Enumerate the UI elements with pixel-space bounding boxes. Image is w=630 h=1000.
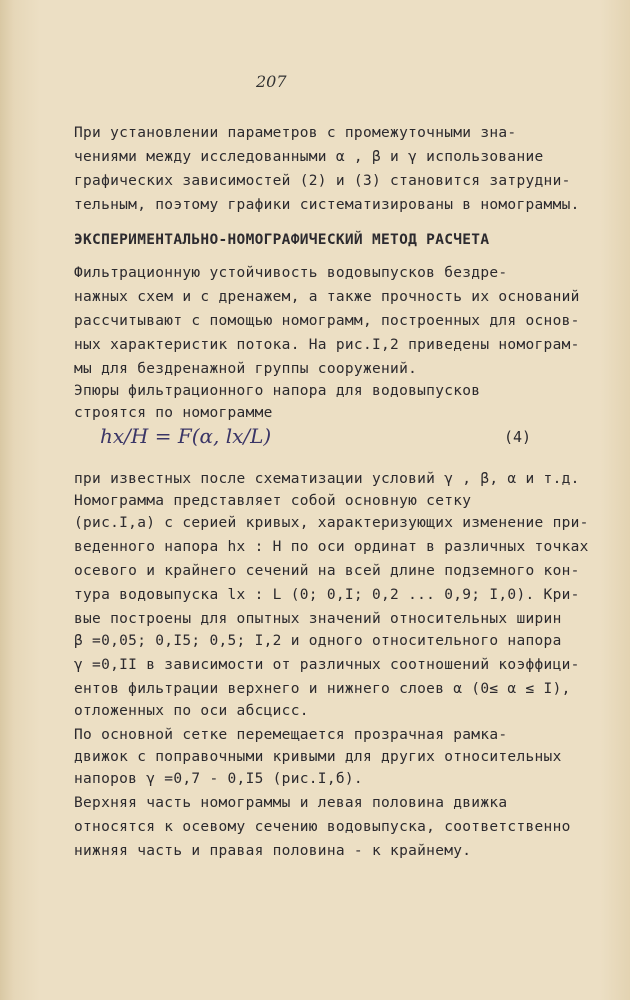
text-line: чениями между исследованными α , β и γ использование <box>74 149 544 165</box>
text-line: вые построены для опытных значений относительных ширин <box>74 611 562 627</box>
text-line: тура водовыпуска lx : L (0; 0,I; 0,2 ... 0,9; I,0). Кри- <box>74 587 580 603</box>
text-line: мы для бездренажной группы сооружений. <box>74 361 418 377</box>
text-line: отложенных по оси абсцисс. <box>74 703 309 719</box>
text-line: строятся по номограмме <box>74 405 273 421</box>
text-line: графических зависимостей (2) и (3) становится затрудни- <box>74 173 571 189</box>
text-line: При установлении параметров с промежуточными зна- <box>74 125 517 141</box>
text-line: осевого и крайнего сечений на всей длине подземного кон- <box>74 563 580 579</box>
text-line: при известных после схематизации условий γ , β, α и т.д. <box>74 471 580 487</box>
text-line: ентов фильтрации верхнего и нижнего слоев α (0≤ α ≤ I), <box>74 681 571 697</box>
text-line: относятся к осевому сечению водовыпуска, соответственно <box>74 819 571 835</box>
text-line: ных характеристик потока. На рис.I,2 приведены номограм- <box>74 337 580 353</box>
text-line: γ =0,II в зависимости от различных соотношений коэффици- <box>74 657 580 673</box>
text-line: рассчитывают с помощью номограмм, построенных для основ- <box>74 313 580 329</box>
text-line: нажных схем и с дренажем, а также прочность их оснований <box>74 289 580 305</box>
text-line: Фильтрационную устойчивость водовыпусков бездре- <box>74 265 508 281</box>
text-line: напоров γ =0,7 - 0,I5 (рис.I,б). <box>74 771 363 787</box>
text-line: Эпюры фильтрационного напора для водовыпусков <box>74 383 481 399</box>
text-line: движок с поправочными кривыми для других относительных <box>74 749 562 765</box>
text-line: По основной сетке перемещается прозрачная рамка- <box>74 727 508 743</box>
text-line: нижняя часть и правая половина - к крайнему. <box>74 843 472 859</box>
formula: hx/H = F(α, lx/L) <box>100 424 272 448</box>
text-line: тельным, поэтому графики систематизированы в номограммы. <box>74 197 580 213</box>
text-line: веденного напора hx : H по оси ординат в различных точках <box>74 539 589 555</box>
text-line: (рис.I,а) с серией кривых, характеризующих изменение при- <box>74 515 589 531</box>
page-number: 207 <box>256 72 287 91</box>
text-line: Верхняя часть номограммы и левая половина движка <box>74 795 508 811</box>
text-line: β =0,05; 0,I5; 0,5; I,2 и одного относительного напора <box>74 633 562 649</box>
section-heading: ЭКСПЕРИМЕНТАЛЬНО-НОМОГРАФИЧЕСКИЙ МЕТОД РАСЧЕТА <box>74 232 490 248</box>
text-line: Номограмма представляет собой основную сетку <box>74 493 472 509</box>
formula-number: (4) <box>504 428 532 446</box>
